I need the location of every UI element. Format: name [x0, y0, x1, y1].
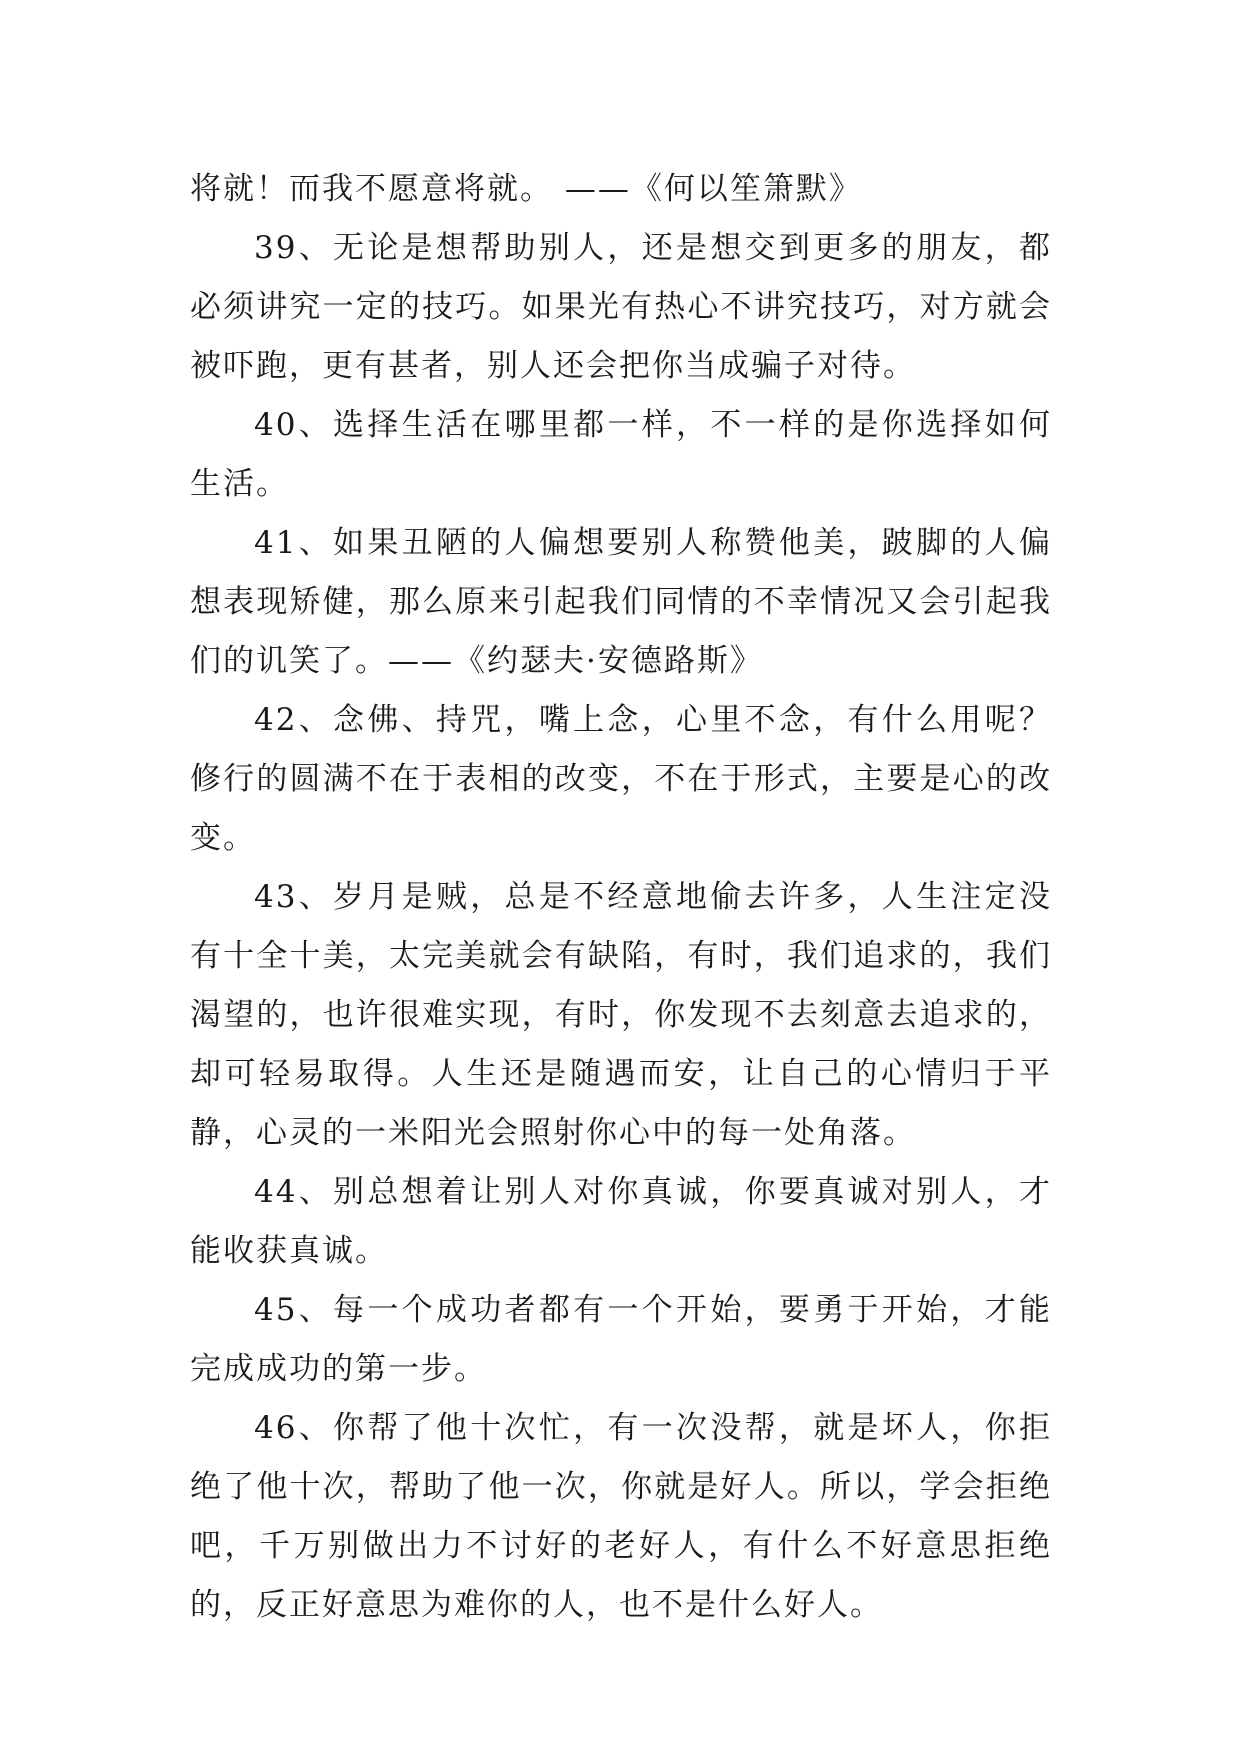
paragraph-continuation: 将就！而我不愿意将就。 ——《何以笙箫默》: [190, 171, 862, 207]
paragraph-46: 46、你帮了他十次忙，有一次没帮，就是坏人，你拒绝了他十次，帮助了他一次，你就是好人。所以，学会拒绝吧，千万别做出力不讨好的老好人，有什么不好意思拒绝的，反正好意思为难你的人，也不是什么好人。: [190, 1410, 1052, 1623]
paragraph-44: 44、别总想着让别人对你真诚，你要真诚对别人，才能收获真诚。: [190, 1174, 1052, 1269]
document-page: [190, 160, 1052, 1635]
paragraph-43: 43、岁月是贼，总是不经意地偷去许多，人生注定没有十全十美，太完美就会有缺陷，有时，我们追求的，我们渴望的，也许很难实现，有时，你发现不去刻意去追求的，却可轻易取得。人生还是随遇而安，让自己的心情归于平静，心灵的一米阳光会照射你心中的每一处角落。: [190, 879, 1052, 1151]
paragraph-42: 42、念佛、持咒，嘴上念，心里不念，有什么用呢？修行的圆满不在于表相的改变，不在于形式，主要是心的改变。: [190, 702, 1052, 856]
paragraph-41: 41、如果丑陋的人偏想要别人称赞他美，跛脚的人偏想表现矫健，那么原来引起我们同情的不幸情况又会引起我们的讥笑了。——《约瑟夫·安德路斯》: [190, 525, 1052, 679]
paragraph-39: 39、无论是想帮助别人，还是想交到更多的朋友，都必须讲究一定的技巧。如果光有热心不讲究技巧，对方就会被吓跑，更有甚者，别人还会把你当成骗子对待。: [190, 230, 1052, 384]
paragraph-40: 40、选择生活在哪里都一样，不一样的是你选择如何生活。: [190, 407, 1052, 502]
paragraph-45: 45、每一个成功者都有一个开始，要勇于开始，才能完成成功的第一步。: [190, 1292, 1052, 1387]
